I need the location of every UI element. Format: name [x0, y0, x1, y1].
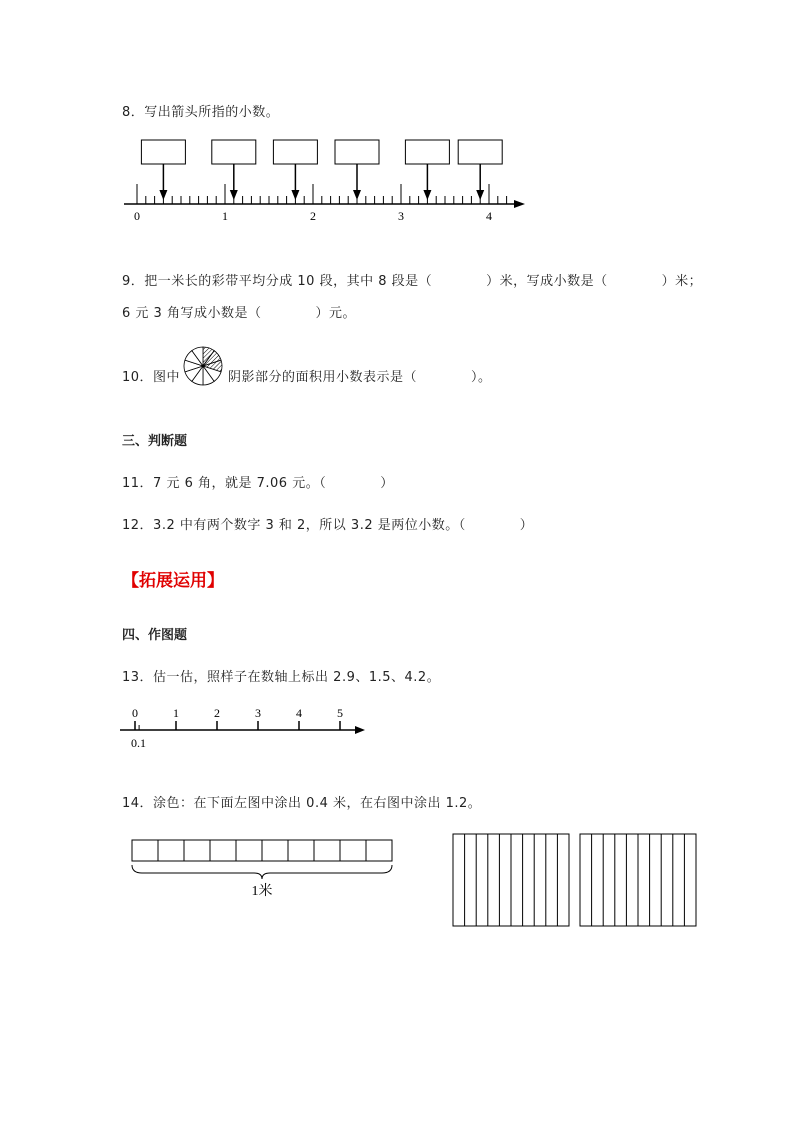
question-12-text: 12．3.2 中有两个数字 3 和 2，所以 3.2 是两位小数。（ ） — [122, 518, 534, 533]
q13-number-line — [115, 700, 375, 755]
ruler-cell — [236, 840, 262, 861]
question-8-text: 8．写出箭头所指的小数。 — [122, 105, 280, 120]
pointer-arrow-head — [353, 190, 361, 200]
answer-box — [405, 140, 449, 164]
axis-label: 1 — [173, 706, 179, 720]
question-11-text: 11．7 元 6 角，就是 7.06 元。（ ） — [122, 476, 394, 491]
answer-box — [273, 140, 317, 164]
axis-label: 1 — [222, 209, 228, 223]
question-13-text: 13．估一估，照样子在数轴上标出 2.9、1.5、4.2。 — [122, 670, 441, 685]
section-3-title: 三、判断题 — [122, 434, 188, 449]
q14-meter-ruler — [128, 832, 398, 902]
pointer-arrow-head — [423, 190, 431, 200]
axis-label: 3 — [255, 706, 261, 720]
question-9-line2: 6 元 3 角写成小数是（ ）元。 — [122, 306, 356, 321]
axis-label: 2 — [310, 209, 316, 223]
ruler-cell — [158, 840, 184, 861]
axis-label: 0 — [134, 209, 140, 223]
axis-label: 3 — [398, 209, 404, 223]
axis-label: 2 — [214, 706, 220, 720]
answer-box — [458, 140, 502, 164]
ruler-cell — [340, 840, 366, 861]
ruler-cell — [314, 840, 340, 861]
pointer-arrow-head — [476, 190, 484, 200]
ruler-cell — [210, 840, 236, 861]
ruler-cell — [366, 840, 392, 861]
answer-box — [335, 140, 379, 164]
question-9-line1: 9．把一米长的彩带平均分成 10 段，其中 8 段是（ ）米，写成小数是（ ）米； — [122, 274, 703, 289]
answer-box — [141, 140, 185, 164]
axis-label: 4 — [296, 706, 302, 720]
answer-box — [212, 140, 256, 164]
q10-sector-circle — [182, 345, 224, 387]
section-4-title: 四、作图题 — [122, 628, 188, 643]
ruler-brace — [132, 865, 392, 879]
ruler-cell — [262, 840, 288, 861]
pointer-arrow-head — [291, 190, 299, 200]
q14-strip-grids — [450, 832, 700, 930]
example-label: 0.1 — [131, 736, 146, 750]
pointer-arrow-head — [230, 190, 238, 200]
axis-arrowhead — [514, 200, 525, 208]
extension-heading: 【拓展运用】 — [122, 571, 224, 591]
ruler-label: 1米 — [251, 884, 273, 899]
axis-label: 5 — [337, 706, 343, 720]
axis-label: 4 — [486, 209, 492, 223]
axis-arrowhead — [355, 726, 365, 734]
ruler-cell — [184, 840, 210, 861]
ruler-cell — [132, 840, 158, 861]
question-10-suffix: 阴影部分的面积用小数表示是（ ）。 — [228, 370, 492, 385]
ruler-cell — [288, 840, 314, 861]
question-10-prefix: 10．图中 — [122, 370, 181, 385]
pointer-arrow-head — [159, 190, 167, 200]
axis-label: 0 — [132, 706, 138, 720]
question-14-text: 14．涂色：在下面左图中涂出 0.4 米，在右图中涂出 1.2。 — [122, 796, 482, 811]
q8-number-line — [110, 130, 540, 225]
